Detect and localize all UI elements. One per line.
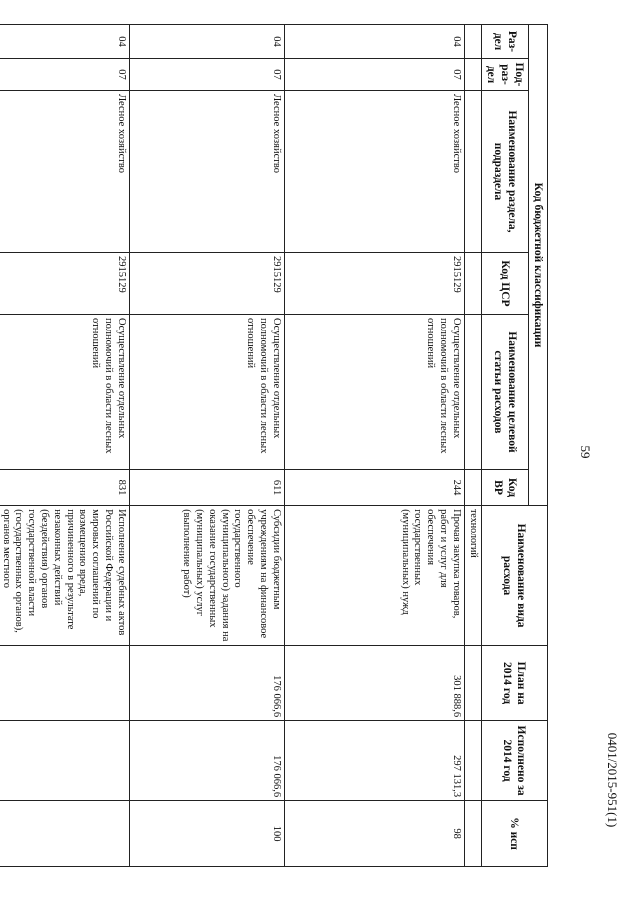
page-number: 59 (578, 445, 593, 459)
cell-vr-code: 244 (284, 470, 464, 506)
budget-classification-header: Код бюджетной классификации (528, 25, 547, 506)
cell-subsection-name: Лесное хозяйство (0, 91, 129, 253)
col-executed-2014: Исполнено за 2014 год (481, 721, 547, 801)
col-section: Раз-дел (481, 25, 528, 59)
cell-expense-type-name: Исполнение судебных актов Российской Федерации и мировых соглашений по возмещению вреда, причиненного в результате незаконных действий (бездействия) органов государственной власти (государственных органов), органов местного (0, 506, 129, 646)
document-code: 0401/2015-951(1) (605, 732, 620, 828)
cell-percent: 98 (284, 801, 464, 867)
cell-csr-code: 2915129 (0, 253, 129, 315)
budget-table-rotated (0, 24, 548, 866)
col-subsection-name: Наименование раздела, подраздела (481, 91, 528, 253)
cell-subsection-name: Лесное хозяйство (284, 91, 464, 253)
cell-expense-type-name: Прочая закупка товаров, работ и услуг для обеспечения государственных (муниципальных) нужд (284, 506, 464, 646)
cell-plan-2014 (0, 646, 129, 721)
budget-table (0, 24, 548, 867)
budget-table-sheet (0, 24, 548, 866)
col-expense-type-name: Наименование вида расхода (481, 506, 547, 646)
cell-expense-type-name: Субсидии бюджетным учреждениям на финансовое обеспечение государственного (муниципального) задания на оказание государственных (муниципальных) услуг (выполнение работ) (129, 506, 284, 646)
cell-executed-2014: 176 066,6 (129, 721, 284, 801)
cell-section: 04 (0, 25, 129, 59)
continuation-text: технологий (464, 506, 481, 646)
col-target-item-name: Наименование целевой статьи расходов (481, 315, 528, 470)
col-percent: % исп (481, 801, 547, 867)
cell-plan-2014: 176 066,6 (129, 646, 284, 721)
cell-csr-code: 2915129 (129, 253, 284, 315)
cell-subsection: 07 (284, 59, 464, 91)
cell-section: 04 (129, 25, 284, 59)
cell-subsection: 07 (129, 59, 284, 91)
cell-executed-2014 (0, 721, 129, 801)
cell-plan-2014: 301 888,6 (284, 646, 464, 721)
continuation-row (464, 25, 481, 867)
table-header (481, 25, 547, 867)
col-subsection: Под-раз-дел (481, 59, 528, 91)
col-csr-code: Код ЦСР (481, 253, 528, 315)
cell-target-item-name: Осуществление отдельных полномочий в области лесных отношений (284, 315, 464, 470)
cell-vr-code: 611 (129, 470, 284, 506)
cell-executed-2014: 297 131,3 (284, 721, 464, 801)
cell-subsection: 07 (0, 59, 129, 91)
table-row (0, 25, 129, 867)
cell-percent (0, 801, 129, 867)
cell-percent: 100 (129, 801, 284, 867)
cell-target-item-name: Осуществление отдельных полномочий в области лесных отношений (0, 315, 129, 470)
cell-target-item-name: Осуществление отдельных полномочий в области лесных отношений (129, 315, 284, 470)
cell-vr-code: 831 (0, 470, 129, 506)
cell-subsection-name: Лесное хозяйство (129, 91, 284, 253)
col-vr-code: Код ВР (481, 470, 528, 506)
cell-section: 04 (284, 25, 464, 59)
col-plan-2014: План на 2014 год (481, 646, 547, 721)
cell-csr-code: 2915129 (284, 253, 464, 315)
table-row (284, 25, 464, 867)
table-row (129, 25, 284, 867)
